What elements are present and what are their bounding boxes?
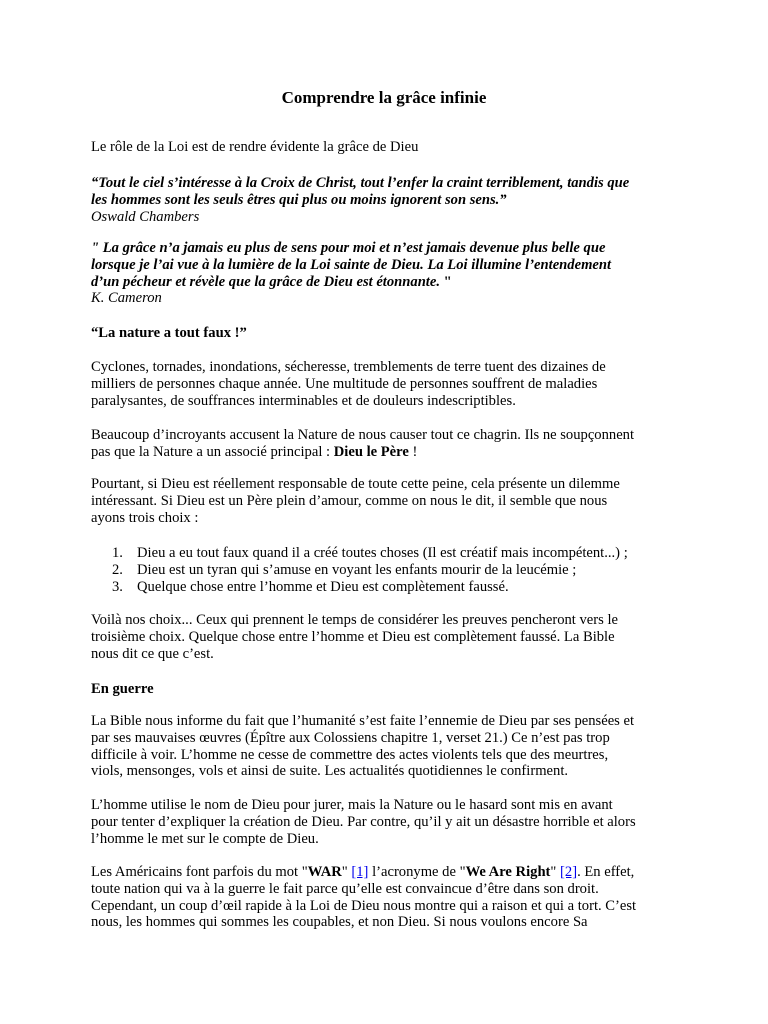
quote-line: “Tout le ciel s’intéresse à la Croix de Christ, tout l’enfer la craint terriblement, tandis que xyxy=(91,175,630,191)
paragraph-line: pour tenter d’expliquer la création de Dieu. Par contre, qu’il y ait un désastre horrible et alors xyxy=(91,813,636,830)
bold-text: Dieu le Père xyxy=(333,443,409,460)
paragraph-line: Pourtant, si Dieu est réellement responsable de toute cette peine, cela présente un dilemme xyxy=(91,476,620,492)
bold-text: WAR xyxy=(307,864,342,880)
list-number: 1. xyxy=(112,545,123,561)
paragraph-choix xyxy=(91,612,681,662)
quote-text: d’un pécheur et révèle que la grâce de Dieu est étonnante. xyxy=(91,273,444,290)
list-text: Dieu a eu tout faux quand il a créé toutes choses (Il est créatif mais incompétent...) ; xyxy=(137,545,628,561)
paragraph-line: difficile à voir. L’homme ne cesse de commettre des actes violents tels que des meurtres, xyxy=(91,746,609,763)
paragraph-line: La Bible nous informe du fait que l’humanité s’est faite l’ennemie de Dieu par ses pensées et xyxy=(91,713,635,729)
list-text: Quelque chose entre l’homme et Dieu est complètement faussé. xyxy=(137,578,509,595)
paragraph-dilemme xyxy=(91,476,681,526)
paragraph-line: Beaucoup d’incroyants accusent la Nature de nous causer tout ce chagrin. Ils ne soupçonnent xyxy=(91,427,635,443)
section-subtitle: Le rôle de la Loi est de rendre évidente la grâce de Dieu xyxy=(91,139,419,155)
text-span: " xyxy=(550,864,561,880)
quote-line xyxy=(91,274,681,291)
paragraph-war xyxy=(91,864,681,931)
paragraph-line: Cyclones, tornades, inondations, sécheresse, tremblements de terre tuent des dizaines de xyxy=(91,359,606,375)
quote-author: Oswald Chambers xyxy=(91,208,200,225)
paragraph-line: nous, les hommes qui sommes les coupables, et non Dieu. Si nous voulons encore Sa xyxy=(91,914,588,931)
document-title: Comprendre la grâce infinie xyxy=(281,88,487,107)
paragraph-line xyxy=(91,864,681,881)
paragraph-jurer xyxy=(91,797,681,847)
text-span: " xyxy=(341,864,352,880)
paragraph-line: l’homme le met sur le compte de Dieu. xyxy=(91,830,319,847)
list-number: 2. xyxy=(112,561,123,578)
paragraph-incroyants xyxy=(91,427,681,461)
list-item xyxy=(91,579,681,596)
paragraph-line: paralysantes, de souffrances interminables et de douleurs indescriptibles. xyxy=(91,392,516,409)
paragraph-ennemie xyxy=(91,713,681,780)
quote-line: les hommes sont les seuls êtres qui plus ou moins ignorent son sens.” xyxy=(91,191,507,208)
paragraph-catastrophes xyxy=(91,359,681,409)
text-span: . En effet, xyxy=(577,864,635,880)
paragraph-line: L’homme utilise le nom de Dieu pour jurer, mais la Nature ou le hasard sont mis en avant xyxy=(91,797,613,813)
list-item xyxy=(91,545,681,562)
paragraph-line xyxy=(91,444,681,461)
quote-cameron xyxy=(91,240,681,307)
paragraph-line: nous dit ce que c’est. xyxy=(91,645,214,662)
paragraph-line: troisième choix. Quelque chose entre l’homme et Dieu est complètement faussé. La Bible xyxy=(91,628,615,645)
quote-line: " La grâce n’a jamais eu plus de sens pour moi et n’est jamais devenue plus belle que xyxy=(91,240,606,256)
numbered-list xyxy=(91,545,681,595)
paragraph-line: Cependant, un coup d’œil rapide à la Loi de Dieu nous montre qui a raison et qui a tort. C’est xyxy=(91,897,637,914)
bold-text: We Are Right xyxy=(465,864,551,880)
text-span: ! xyxy=(408,443,418,460)
text-span: Les Américains font parfois du mot " xyxy=(91,864,308,880)
paragraph-line: intéressant. Si Dieu est un Père plein d’amour, comme on nous le dit, il semble que nous xyxy=(91,492,608,509)
paragraph-line: viols, mensonges, vols et ainsi de suite. Les actualités quotidiennes le confirment. xyxy=(91,763,569,780)
list-text: Dieu est un tyran qui s’amuse en voyant les enfants mourir de la leucémie ; xyxy=(137,561,577,578)
paragraph-line: toute nation qui va à la guerre le fait parce qu’elle est convaincue d’être dans son droit. xyxy=(91,880,599,897)
text-span: pas que la Nature a un associé principal : xyxy=(91,443,334,460)
paragraph-line: milliers de personnes chaque année. Une multitude de personnes souffrent de maladies xyxy=(91,375,598,392)
paragraph-line: ayons trois choix : xyxy=(91,509,199,526)
section-heading-guerre: En guerre xyxy=(91,681,154,697)
quote-close: " xyxy=(443,273,452,290)
quote-line: lorsque je l’ai vue à la lumière de la Loi sainte de Dieu. La Loi illumine l’entendement xyxy=(91,256,612,273)
paragraph-line: Voilà nos choix... Ceux qui prennent le temps de considérer les preuves pencheront vers le xyxy=(91,612,618,628)
section-heading-nature: “La nature a tout faux !” xyxy=(91,325,247,341)
list-number: 3. xyxy=(112,578,123,595)
text-span: l’acronyme de " xyxy=(368,864,466,880)
quote-author: K. Cameron xyxy=(91,290,162,307)
footnote-link-1[interactable]: [1] xyxy=(351,864,369,880)
paragraph-line: par ses mauvaises œuvres (Épître aux Colossiens chapitre 1, verset 21.) Ce n’est pas trop xyxy=(91,729,610,746)
footnote-link-2[interactable]: [2] xyxy=(560,864,578,880)
list-item xyxy=(91,562,681,579)
quote-chambers xyxy=(91,175,681,225)
